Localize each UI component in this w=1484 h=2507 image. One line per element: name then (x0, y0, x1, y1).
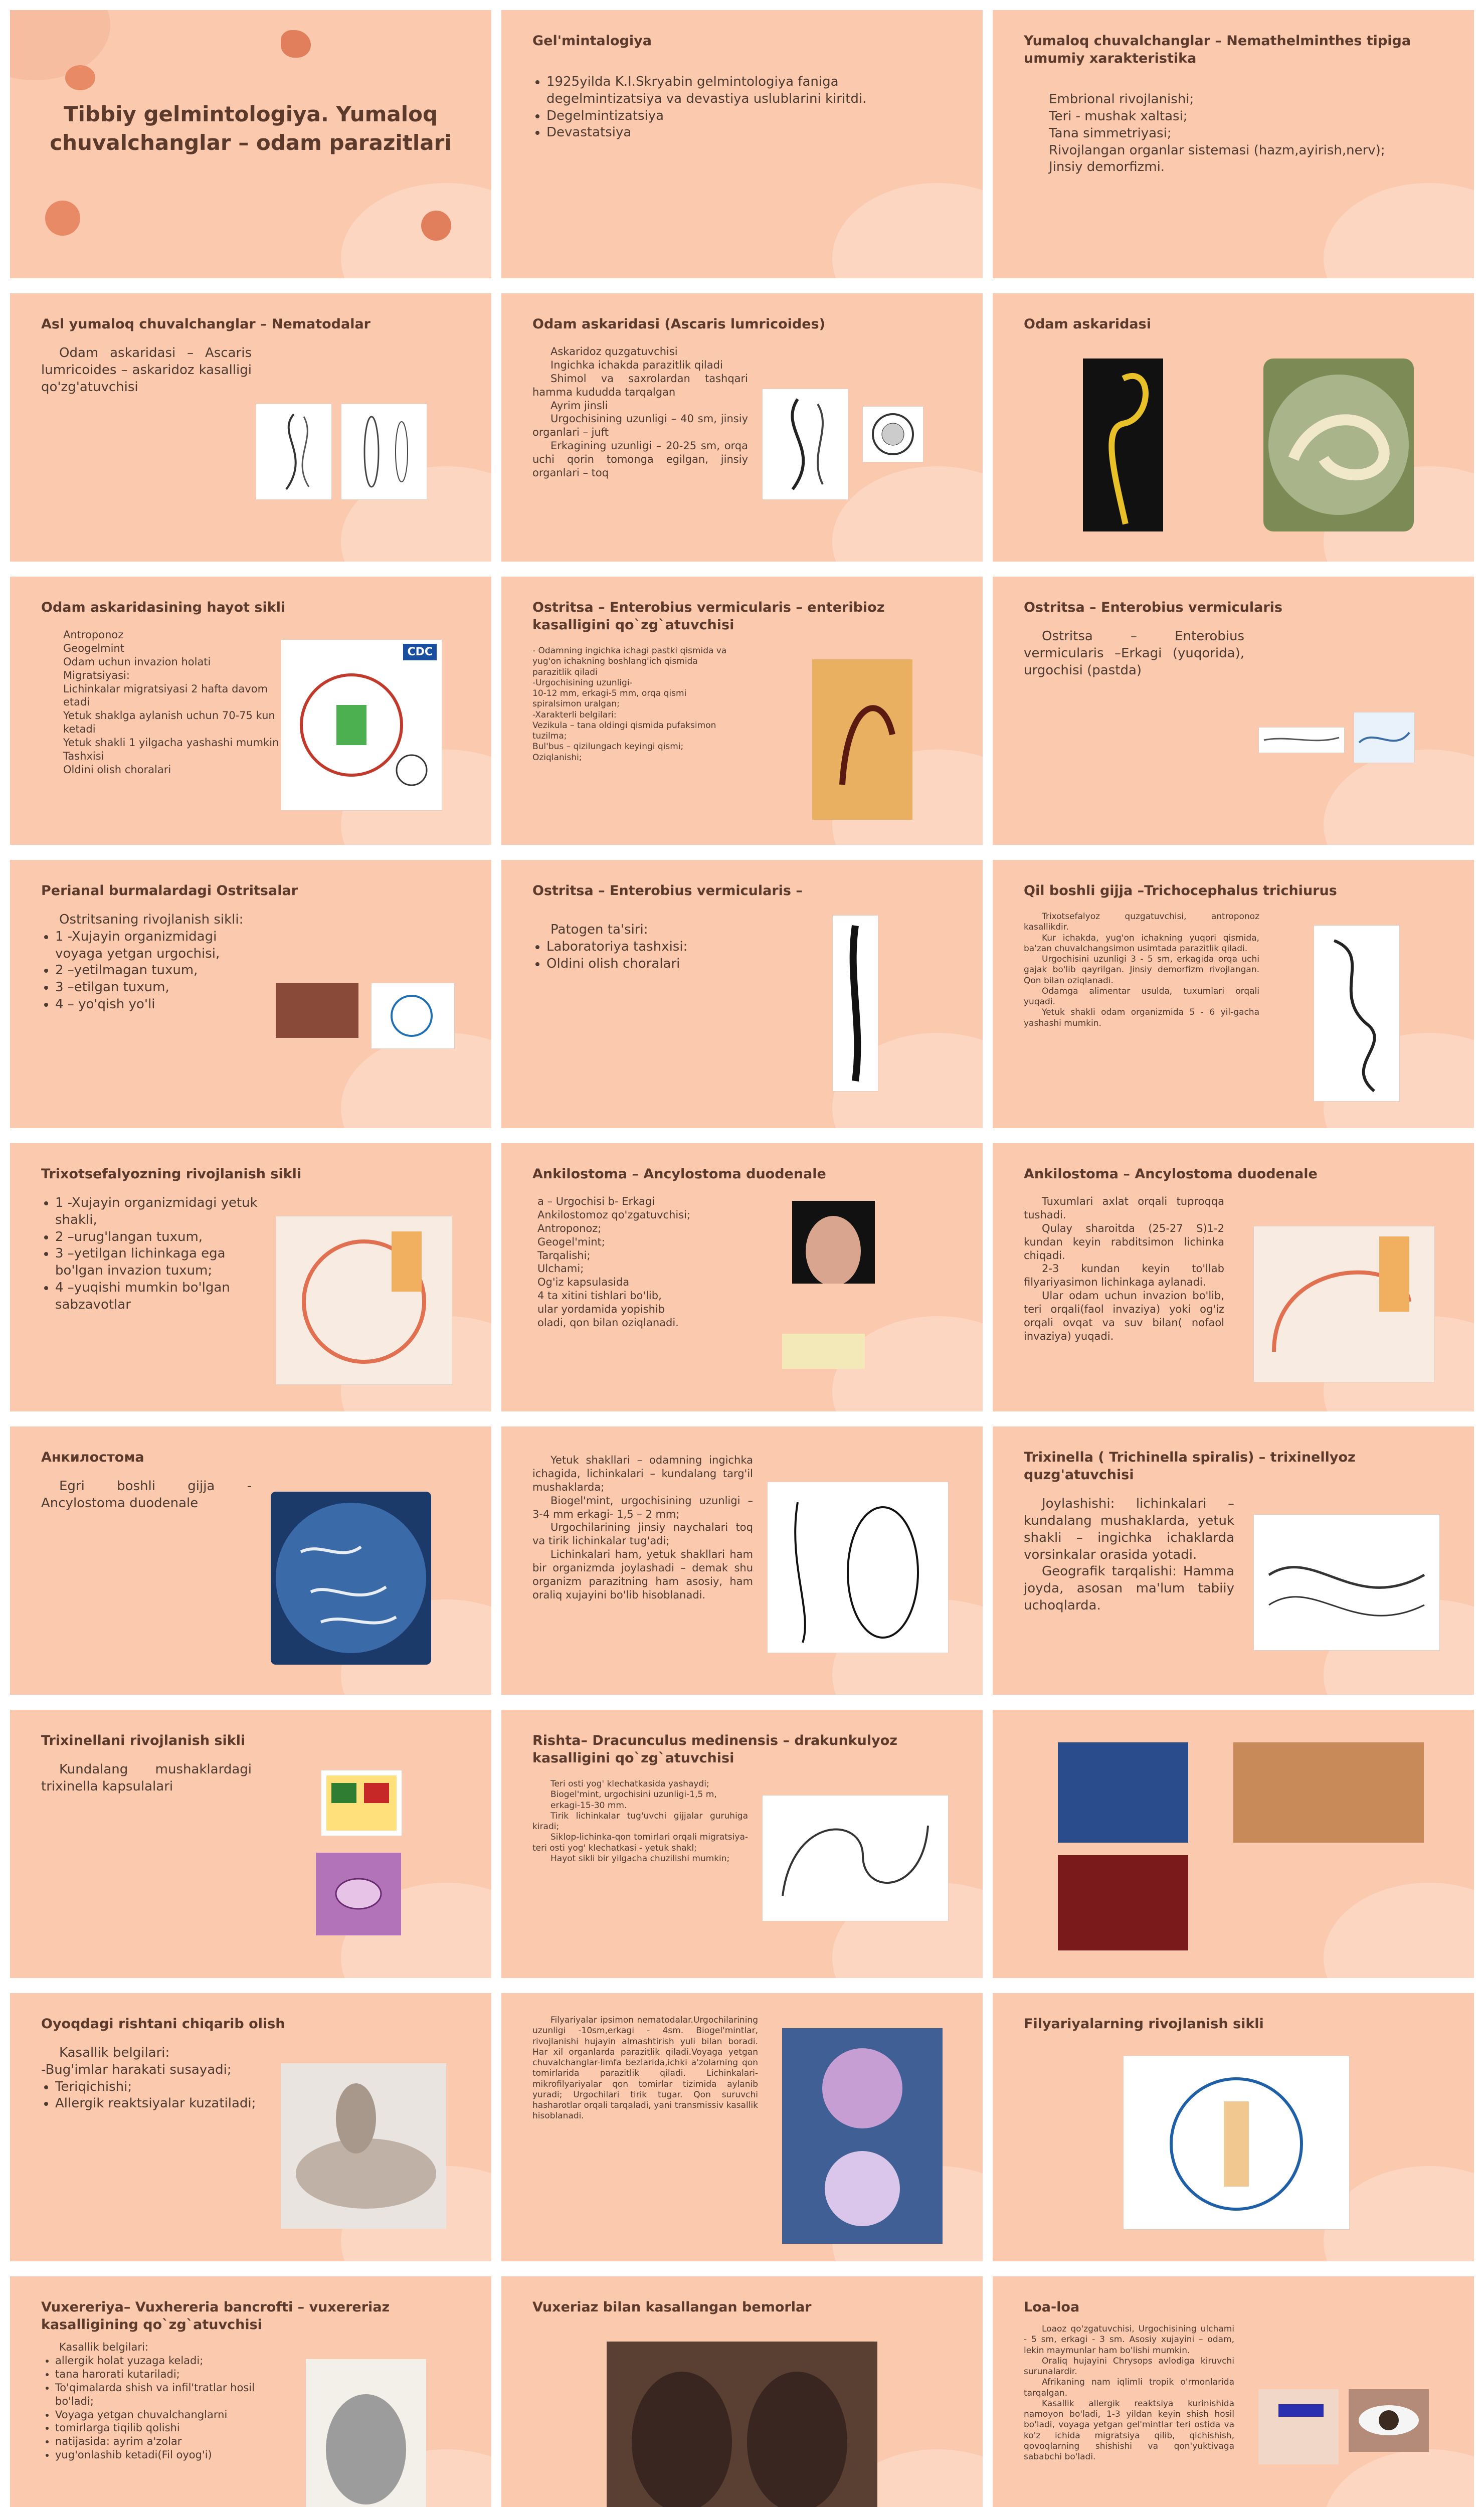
text-line: Rivojlangan organlar sistemasi (hazm,ayirish,nerv); (1049, 142, 1385, 158)
slide-title: Ankilostoma – Ancylostoma duodenale (1024, 1166, 1318, 1182)
text-line: Embrional rivojlanishi; (1049, 92, 1194, 107)
slide-title: Vuxereriya– Vuxhereria bancrofti – vuxereriaz kasalligining qo`zg`atuvchisi (41, 2299, 390, 2333)
slide-title: Ostritsa – Enterobius vermicularis (1024, 600, 1282, 615)
slide-15[interactable] (993, 1143, 1474, 1411)
slide-title: Trixotsefalyozning rivojlanish sikli (41, 1166, 302, 1182)
slide-title: Анкилостома (41, 1450, 144, 1465)
slide-4[interactable] (10, 293, 491, 562)
slide-body: Tuxumlari axlat orqali tuproqqa tushadi. Qulay sharoitda (25-27 S)1-2 kundan keyin rabditsimon lichinka chiqadi. 2-3 kundan keyin to'llab filyariyasimon lichinkaga aylanadi. Ular odam uchun invazion bo'lib, teri orqali(faol invaziya) yoki og'iz orqali ovqat va suv bilan( nofaol invaziya) yuqadi. (1024, 1195, 1224, 1342)
slide-title: Perianal burmalardagi Ostritsalar (41, 883, 298, 899)
slide-title: Gel'mintalogiya (532, 33, 652, 49)
slide-27[interactable] (993, 2276, 1474, 2507)
list-item: • 1925yilda K.I.Skryabin gelmintologiya faniga degelmintizatsiya va devastiya uslublarini kiritdi. (546, 74, 952, 108)
stomach-icon (281, 30, 311, 58)
slide-24[interactable] (993, 1993, 1474, 2261)
slide-18[interactable] (993, 1426, 1474, 1695)
slide-body: Kasallik belgilari: • allergik holat yuzaga keladi; • tana harorati kutariladi; • To'qimalarda shish va infil'tratlar hosil bo'ladi; • Voyaga yetgan chuvalchanglarni • tomirlarga tiqilib qolishi • natijasida: ayrim a'zolar • yug'onlashib ketadi(Fil oyog'i) (41, 2341, 277, 2462)
slide-title: Odam askaridasi (Ascaris lumricoides) (532, 316, 825, 332)
slide-5[interactable] (501, 293, 983, 562)
perianal-photo (276, 983, 358, 1038)
slide-body: Kasallik belgilari: -Bug'imlar harakati susayadi; • Teriqichishi; • Allergik reaktsiyalar kuzatiladi; (41, 2045, 262, 2112)
slide-body: - Odamning ingichka ichagi pastki qismida va yug'on ichakning boshlang'ich qismida parazitlik qiladi -Urgochisining uzunligi- 10-12 mm, erkagi-5 mm, orqa qismi spiralsimon uralgan; -Xarakterli belgilari: Vezikula – tana oldingi qismida pufaksimon tuzilma; Bul'bus – qizilungach keyingi qismi; Oziqlanishi; (532, 646, 727, 763)
slide-title: Filyariyalarning rivojlanish sikli (1024, 2016, 1264, 2032)
organ-icon (65, 65, 95, 90)
enterobius-photo (812, 659, 912, 820)
worm-extraction-photo (281, 2063, 446, 2229)
slide-body: Patogen ta'siri: • Laboratoriya tashxisi: • Oldini olish choralari (532, 922, 753, 972)
ascaris-drawing (256, 404, 332, 500)
ascaris-anatomy-drawing (341, 404, 427, 500)
slide-17[interactable] (501, 1426, 983, 1695)
slide-9[interactable] (993, 577, 1474, 845)
loa-eye-photo (1349, 2389, 1429, 2452)
slide-26[interactable] (501, 2276, 983, 2507)
slide-body: Joylashishi: lichinkalari – kundalang mushaklarda, yetuk shakli – ingichka ichaklarda vorsinkalar orasida yotadi. Geografik tarqalishi: Hamma joyda, asosan ma'lum tabiiy uchoqlarda. (1024, 1496, 1234, 1613)
enterobius-male-drawing (1258, 727, 1345, 753)
slide-body: Loaoz qo'zgatuvchisi, Urgochisining ulchami - 5 sm, erkagi - 3 sm. Asosiy xujayini – odam, lekin maymunlar ham bo'lishi mumkin. Oraliq hujayini Chrysops avlodiga kiruvchi surunalardir. Afrikaning nam iqlimli tropik o'rmonlarida tarqalgan. Kasallik allergik reaktsiya kurinishida namoyon bo'ladi, 1-3 yildan keyin shish hosil bo'ladi, voyaga yetgan gel'mintlar teri ostida va ko'z ichida migratsiya qilib, qichishish, qovoqlarning shishishi va qon'yuktivaga sababchi bo'ladi. (1024, 2324, 1234, 2462)
slide-2[interactable] (501, 10, 983, 278)
loa-face-photo (1258, 2389, 1339, 2464)
slide-title: Odam askaridasining hayot sikli (41, 600, 286, 615)
elephantiasis-drawing (306, 2359, 426, 2507)
slide-3[interactable] (993, 10, 1474, 278)
slide-6[interactable] (993, 293, 1474, 562)
slide-body: Askaridoz quzgatuvchisi Ingichka ichakda parazitlik qiladi Shimol va saxrolardan tashqari hamma kududda tarqalgan Ayrim jinsli Urgochisining uzunligi – 40 sm, jinsiy organlari – juft Erkagining uzunligi – 20-25 sm, orqa uchi qorin tomonga egilgan, jinsiy organlari – toq (532, 345, 748, 479)
enterobius-drawing (832, 915, 878, 1092)
list-item: • Devastatsiya (546, 124, 952, 141)
slide-title: Odam askaridasi (1024, 316, 1151, 332)
dracunculus-extraction-photo (1058, 1855, 1188, 1950)
text-line: Teri - mushak xaltasi; (1049, 108, 1188, 124)
ascaris-dark-photo (1083, 359, 1163, 531)
filaria-cycle-diagram (1123, 2056, 1350, 2230)
heart-icon (421, 211, 451, 241)
trichocephalus-drawing (1314, 925, 1400, 1102)
dracunculus-infographic (1058, 1742, 1188, 1843)
slide-title: Trixinellani rivojlanish sikli (41, 1733, 246, 1748)
slide-16[interactable] (10, 1426, 491, 1695)
enterobius-cycle-diagram (371, 983, 455, 1049)
slide-body: • 1 -Xujayin organizmidagi yetuk shakli, • 2 –urug'langan tuxum, • 3 –yetilgan lichinkaga ega bo'lgan invazion tuxum; • 4 –yuqishi mumkin bo'lgan sabzavotlar (41, 1195, 262, 1314)
patients-legs-photo (607, 2342, 877, 2507)
slide-body: Antroponoz Geogelmint Odam uchun invazion holati Migratsiyasi: Lichinkalar migratsiyasi 2 hafta davom etadi Yetuk shaklga aylanish uchun 70-75 kun ketadi Yetuk shakli 1 yilgacha yashashi mumkin Tashxisi Oldini olish choralari (63, 629, 279, 776)
slide-title: Vuxeriaz bilan kasallangan bemorlar (532, 2299, 812, 2315)
slide-13[interactable] (10, 1143, 491, 1411)
slide-body: Ostritsaning rivojlanish sikli: • 1 -Xujayin organizmidagi voyaga yetgan urgochisi, • 2 –yetilmagan tuxum, • 3 –etilgan tuxum, • 4 – yo'qish yo'li (41, 912, 262, 1013)
slide-19[interactable] (10, 1710, 491, 1978)
slide-7[interactable] (10, 577, 491, 845)
trichinella-anatomy-diagram (1253, 1514, 1440, 1651)
slide-22[interactable] (10, 1993, 491, 2261)
slide-body: Yetuk shakllari – odamning ingichka ichagida, lichinkalari – kundalang targ'il mushaklarda; Biogel'mint, urgochisining uzunligi – 3-4 mm erkagi- 1,5 – 2 mm; Urgochilarining jinsiy naychalari toq va tirik lichinkalar tug'adi; Lichinkalari ham, yetuk shakllari ham bir organizmda joylashadi – demak shu organizm parazitning ham asosiy, ham oraliq xujayini bo'lib hisoblanadi. (532, 1454, 753, 1601)
slide-body: Odam askaridasi – Ascaris lumricoides – askaridoz kasalligi qo'zg'atuvchisi (41, 345, 252, 395)
text-line: Jinsiy demorfizmi. (1049, 159, 1165, 175)
egg-figure (862, 406, 923, 462)
enterobius-female-drawing (1354, 712, 1415, 763)
cdc-logo: CDC (403, 644, 437, 660)
slide-title: Loa-loa (1024, 2299, 1080, 2315)
text-line: Tana simmetriyasi; (1049, 125, 1172, 141)
slide-25[interactable] (10, 2276, 491, 2507)
trichinella-cycle-chart (321, 1770, 402, 1836)
trichinella-drawing (767, 1482, 949, 1653)
slide-10[interactable] (10, 860, 491, 1128)
slide-title: Oyoqdagi rishtani chiqarib olish (41, 2016, 285, 2032)
filaria-micro-photo (782, 2028, 943, 2244)
trichuriasis-cycle-diagram (276, 1216, 452, 1385)
slide-title: Ankilostoma – Ancylostoma duodenale (532, 1166, 826, 1182)
slide-title[interactable] (10, 10, 491, 278)
slide-title: Yumaloq chuvalchanglar – Nemathelminthes tipiga umumiy xarakteristika (1024, 33, 1411, 67)
slide-body: Kundalang mushaklardagi trixinella kapsulalari (41, 1762, 252, 1794)
ancylostoma-culture-photo (271, 1492, 431, 1665)
slide-body: a – Urgochisi b- Erkagi Ankilostomoz qo'zgatuvchisi; Antroponoz; Geogel'mint; Tarqalishi; Ulchami; Og'iz kapsulasida 4 ta xitini tishlari bo'lib, ular yordamida yopishib oladi, qon bilan oziqlanadi. (537, 1195, 691, 1329)
ancylostoma-worm-photo (782, 1334, 865, 1369)
slide-body: Ostritsa – Enterobius vermicularis –Erkagi (yuqorida), urgochisi (pastda) (1024, 629, 1244, 678)
slide-20[interactable] (501, 1710, 983, 1978)
slide-title: Qil boshli gijja –Trichocephalus trichiurus (1024, 883, 1337, 899)
ancylostoma-head-photo (792, 1201, 875, 1284)
trichinella-capsule-photo (316, 1853, 401, 1935)
slide-8[interactable] (501, 577, 983, 845)
dracunculus-cycle-diagram (762, 1795, 949, 1921)
slide-body: Trixotsefalyoz quzgatuvchisi, antroponoz kasallikdir. Kur ichakda, yug'on ichakning yuqori qismida, ba'zan chuvalchangsimon usimtada parazitlik qiladi. Urgochisini uzunligi 3 - 5 sm, erkagida orqa uchi gajak bo'lib qayrilgan. Jinsiy demorfizm rivojlangan. Qon bilan oziqlanadi. Odamga alimentar usulda, tuxumlari orqali yuqadi. Yetuk shakli odam organizmida 5 - 6 yil-gacha yashashi mumkin. (1024, 912, 1259, 1028)
ancylostoma-cycle-diagram (1253, 1226, 1435, 1382)
slide-body (1049, 91, 1443, 176)
slide-title: Ostritsa – Enterobius vermicularis – enteribioz kasalligini qo`zg`atuvchisi (532, 600, 885, 633)
presentation-title: Tibbiy gelmintologiya. Yumaloq chuvalchanglar – odam parazitlari (50, 102, 452, 155)
lungs-icon (45, 201, 80, 236)
slide-14[interactable] (501, 1143, 983, 1411)
slide-12[interactable] (993, 860, 1474, 1128)
slide-21[interactable] (993, 1710, 1474, 1978)
life-cycle-diagram (281, 639, 442, 811)
slide-title: Rishta– Dracunculus medinensis – drakunkulyoz kasalligini qo`zg`atuvchisi (532, 1733, 897, 1766)
list-item: • Degelmintizatsiya (546, 108, 952, 125)
slide-title: Trixinella ( Trichinella spiralis) – trixinellyoz quzg'atuvchisi (1024, 1450, 1356, 1483)
dracunculus-foot-photo (1233, 1742, 1424, 1843)
ascaris-figure (762, 389, 848, 500)
slide-title: Asl yumaloq chuvalchanglar – Nematodalar (41, 316, 370, 332)
ascaris-dish-photo (1263, 359, 1414, 531)
slide-body: Teri osti yog' klechatkasida yashaydi; Biogel'mint, urgochisini uzunligi-1,5 m, erkagi-15-30 mm. Tirik lichinkalar tug'uvchi gijjalar guruhiga kiradi; Siklop-lichinka-qon tomirlari orqali migratsiya-teri osti yog' klechatkasi - yetuk shakl; Hayot sikli bir yilgacha chuzilishi mumkin; (532, 1779, 748, 1864)
slide-body: Egri boshli gijja - Ancylostoma duodenale (41, 1479, 252, 1511)
slide-11[interactable] (501, 860, 983, 1128)
slide-body (532, 74, 952, 141)
slide-body: Filyariyalar ipsimon nematodalar.Urgochilarining uzunligi -10sm,erkagi - 4sm. Biogel'mintlar, rivojlanishi hujayin almashtirish yuli bilan boradi. Har xil organlarda parazitlik qiladi.Voyaga yetgan chuvalchanglar-limfa bezlarida,ichki a'zolarning qon tomirlarida parazitlik qiladi. Lichinkalari-mikrofilyariyalar qon tomirlar tizimida aylanib yuradi; Urgochilari tirik tugar. Qon suruvchi hasharotlar orqali tarqaladi, yani transmissiv kasallik hisoblanadi. (532, 2015, 758, 2121)
slide-title: Ostritsa – Enterobius vermicularis – (532, 883, 803, 899)
slide-23[interactable] (501, 1993, 983, 2261)
